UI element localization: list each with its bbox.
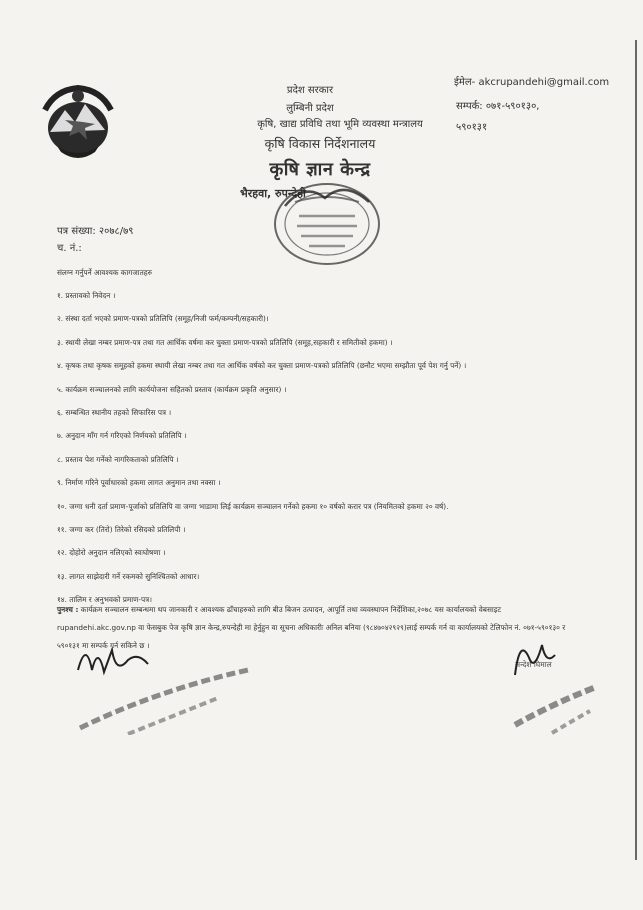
- scan-edge-line: [635, 40, 637, 860]
- list-item: १४. तालिम र अनुभवको प्रमाण-पत्र।: [57, 595, 152, 605]
- contact-phone-2: ५९०१३१: [456, 122, 488, 133]
- dispatch-number: च. नं.:: [57, 243, 82, 254]
- list-item: ४. कृषक तथा कृषक समूहको हकमा स्थायी लेखा नम्बर तथा गत आर्थिक वर्षको कर चुक्ता प्रमाण-पत्रको प्रतिलिपि (छनौट भएमा सम्झौता पूर्व पेश गर्नु पर्ने) ।: [57, 361, 467, 371]
- head-signature-stamp: [500, 625, 600, 735]
- list-item: ३. स्थायी लेखा नम्बर प्रमाण-पत्र तथा गत आर्थिक वर्षमा कर चुक्ता प्रमाण-पत्रको प्रतिलिपि (समूह,सहकारी र समितीको हकमा) ।: [57, 337, 393, 347]
- list-item: १०. जग्गा धनी दर्ता प्रमाण-पूर्जाको प्रतिलिपि वा जग्गा भाडामा लिई कार्यक्रम सञ्चालन गर्नेको हकमा १० वर्षको करार पत्र (नियमितको हकमा २० वर्ष).: [57, 501, 449, 511]
- list-item: ८. प्रस्ताव पेश गर्नेको नागरिकताको प्रतिलिपि ।: [57, 454, 179, 464]
- header-line-4: कृषि विकास निर्देशनालय: [264, 136, 376, 151]
- contact-phone: सम्पर्क: ०७१-५९०१३०,: [456, 101, 540, 112]
- office-location: भैरहवा, रुपन्देही: [240, 187, 306, 200]
- header-line-2: लुम्बिनी प्रदेश: [286, 103, 334, 114]
- list-item: ६. सम्बन्धित स्थानीय तहको सिफारिस पत्र ।: [57, 407, 172, 417]
- list-item: ५. कार्यक्रम सञ्चालनको लागि कार्ययोजना सहितको प्रस्ताव (कार्यक्रम प्रकृति अनुसार) ।: [57, 384, 287, 394]
- letter-number: पत्र संख्या: २०७८/७९: [57, 226, 134, 237]
- header-line-1: प्रदेश सरकार: [286, 85, 334, 96]
- list-item: २. संस्था दर्ता भएको प्रमाण-पत्रको प्रतिलिपि (समूह/निजी फर्म/कम्पनी/सहकारी)।: [57, 314, 269, 324]
- list-item: ११. जग्गा कर (तिरो) तिरेको रसिदको प्रतिलिपी ।: [57, 524, 186, 534]
- signatory-name: सन्देश घिमाल: [515, 660, 552, 669]
- documents-title: संलग्न गर्नुपर्ने आवश्यक कागजातहरु: [57, 268, 153, 277]
- office-name: कृषि ज्ञान केन्द्र: [269, 159, 371, 180]
- postscript-label: पुनश्च :: [57, 605, 79, 614]
- required-documents-list: [57, 268, 617, 618]
- office-round-stamp: [265, 172, 389, 272]
- list-item: १३. लागत साझेदारी गर्ने रकमको सुनिश्चितको आधार।: [57, 571, 200, 581]
- list-item: ७. अनुदान माँग गर्न गरिएको निर्णयको प्रतिलिपि ।: [57, 431, 187, 441]
- list-item: ९. निर्माण गरिने पूर्वाधारको हकमा लागत अनुमान तथा नक्सा ।: [57, 478, 221, 488]
- contact-email: ईमेल- akcrupandehi@gmail.com: [454, 77, 610, 88]
- nepal-emblem-logo: [35, 80, 121, 166]
- postscript-text: कार्यक्रम सञ्चालन सम्बन्धमा थप जानकारी र आवश्यक ढाँचाहरुको लागि बीउ बिजन उत्पादन, आपूर्ति तथा व्यवस्थापन निर्देशिका,२०७८ यस कार्यालयको वेबसाइट rupandehi.akc.gov.np वा फेसबुक पेज कृषि ज्ञान केन्द्र,रुपन्देही मा हेर्नुहुन वा सूचना अधिकारीः अनिल बनिया (९८४७०४२९२९)लाई सम्पर्क गर्न वा कार्यालयको टेलिफोन नं. ०७१-५९०१३० र ५९०१३१ मा सम्पर्क गर्न सकिने छ ।: [57, 605, 566, 650]
- list-item: १२. दोहोरो अनुदान नलिएको स्वःघोषणा ।: [57, 548, 166, 558]
- officer-signature-stamp: [68, 630, 258, 735]
- header-line-3: कृषि, खाद्य प्रविधि तथा भूमि व्यवस्था मन्त्रालय: [257, 119, 423, 130]
- list-item: १. प्रस्तावको निवेदन ।: [57, 291, 116, 300]
